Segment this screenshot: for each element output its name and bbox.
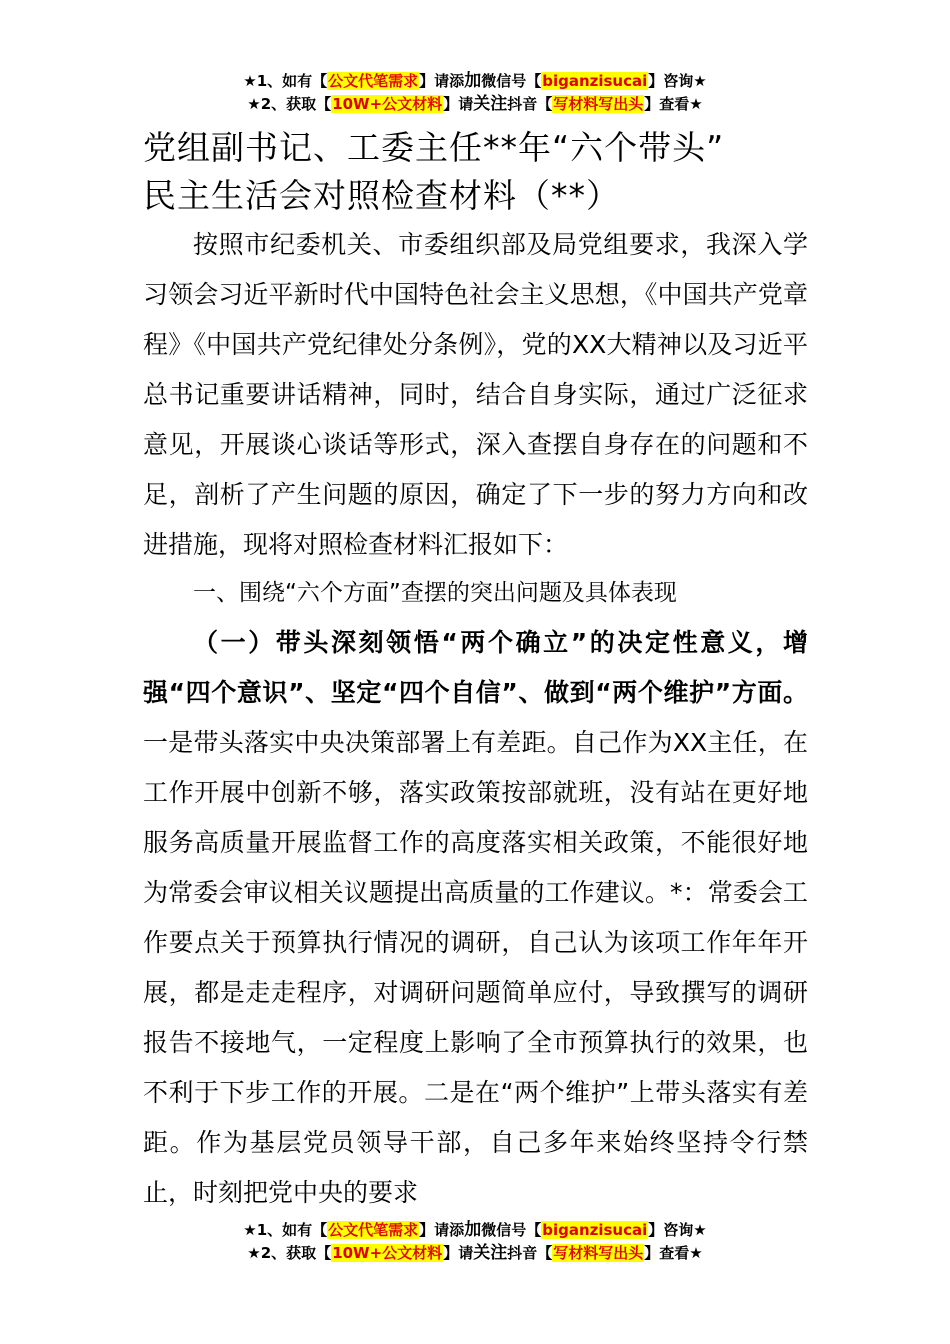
document-title-line-2: 民主生活会对照检查材料（**） (143, 176, 620, 215)
banner-bottom-line-2 (0, 1242, 950, 1264)
banner-highlight: 10W+公文材料 (332, 95, 443, 113)
banner-text: 微信号【 (481, 72, 542, 90)
banner-text: 】查看★ (644, 95, 703, 113)
banner-text: 】咨询★ (648, 72, 707, 90)
banner-text: 】请 (443, 1244, 474, 1262)
banner-text: ★2、获取【 (247, 1244, 332, 1262)
banner-text: ★1、如有【 (243, 72, 328, 90)
banner-top-line-1 (0, 70, 950, 92)
subsection-body: 一是带头落实中央决策部署上有差距。自己作为XX主任，在工作开展中创新不够，落实政策按部就班，没有站在更好地服务高质量开展监督工作的高度落实相关政策，不能很好地为常委会审议相关议题提出高质量的工作建议。*：常委会工作要点关于预算执行情况的调研，自己认为该项工作年年开展，都是走走程序，对调研问题简单应付，导致撰写的调研报告不接地气，一定程度上影响了全市预算执行的效果，也不利于下步工作的开展。二是在“两个维护”上带头落实有差距。作为基层党员领导干部，自己多年来始终坚持令行禁止，时刻把党中央的要求 (143, 728, 808, 1207)
subsection-paragraph (143, 618, 808, 1218)
banner-highlight: 写材料写出头 (553, 95, 644, 113)
banner-highlight: 写材料写出头 (553, 1244, 644, 1262)
banner-text: 】咨询★ (648, 1221, 707, 1239)
section-heading: 一、围绕“六个方面”查摆的突出问题及具体表现 (193, 580, 677, 606)
banner-text: 】查看★ (644, 1244, 703, 1262)
banner-top-line-2 (0, 93, 950, 115)
banner-text: 】请添 (419, 72, 465, 90)
banner-highlight: biganzisucai (542, 72, 648, 90)
intro-paragraph: 按照市纪委机关、市委组织部及局党组要求，我深入学习领会习近平新时代中国特色社会主义思想，《中国共产党章程》《中国共产党纪律处分条例》，党的XX大精神以及习近平总书记重要讲话精神，同时，结合自身实际，通过广泛征求意见，开展谈心谈话等形式，深入查摆自身存在的问题和不足，剖析了产生问题的原因，确定了下一步的努力方向和改进措施，现将对照检查材料汇报如下： (143, 230, 808, 559)
banner-text: 】请 (443, 95, 474, 113)
banner-text: ★2、获取【 (247, 95, 332, 113)
banner-highlight: 公文代笔需求 (328, 72, 419, 90)
banner-text: 加 (464, 71, 482, 91)
subsection-heading: （一）带头深刻领悟“两个确立”的决定性意义，增强“四个意识”、坚定“四个自信”、做到“两个维护”方面。 (143, 628, 808, 707)
banner-highlight: biganzisucai (542, 1221, 648, 1239)
banner-text: 抖音【 (507, 1244, 553, 1262)
banner-bottom-line-1 (0, 1219, 950, 1241)
banner-highlight: 10W+公文材料 (332, 1244, 443, 1262)
banner-text: 微信号【 (481, 1221, 542, 1239)
banner-text: 抖音【 (507, 95, 553, 113)
banner-text: 关注 (473, 1243, 508, 1263)
banner-text: 加 (464, 1220, 482, 1240)
banner-highlight: 公文代笔需求 (328, 1221, 419, 1239)
document-title-line-1: 党组副书记、工委主任**年“六个带头” (143, 128, 725, 167)
banner-text: 关注 (473, 94, 508, 114)
banner-text: 】请添 (419, 1221, 465, 1239)
banner-text: ★1、如有【 (243, 1221, 328, 1239)
